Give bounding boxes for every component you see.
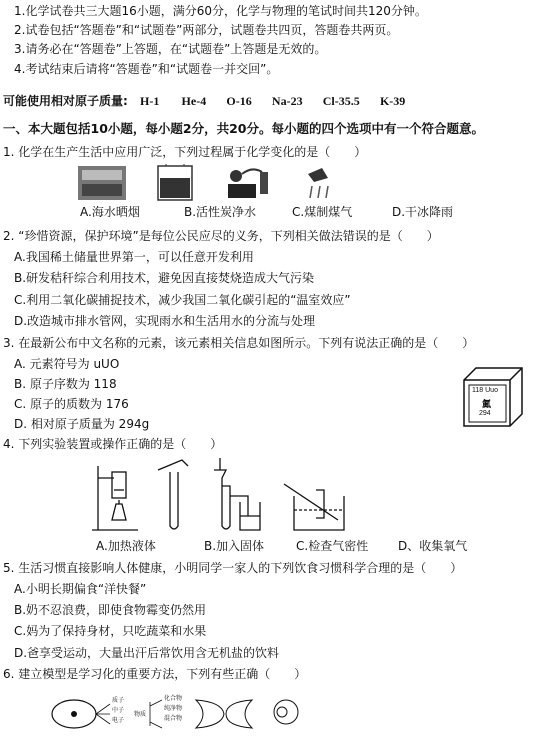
q3-option-b: B. 原子序数为 118 xyxy=(14,377,117,391)
q1-stem: 1. 化学在生产生活中应用广泛，下列过程属于化学变化的是（ ） xyxy=(3,145,367,159)
cube-number-symbol xyxy=(472,387,498,394)
q2-stem: 2. “珍惜资源，保护环境”是每位公民应尽的义务，下列相关做法错误的是（ ） xyxy=(3,229,439,243)
heating-liquid-apparatus xyxy=(92,466,138,530)
coal-gas-picture xyxy=(228,169,268,198)
note-2: 2.试卷包括“答题卷”和“试题卷”两部分，试题卷共四页，答题卷共两页。 xyxy=(14,23,399,37)
airtightness-apparatus xyxy=(214,458,260,530)
note-4: 4.考试结束后请将“答题卷”和“试题卷一并交回”。 xyxy=(14,62,279,76)
label-substance: 物质 xyxy=(134,711,147,718)
note-1: 1.化学试卷共三大题16小题，满分60分，化学与物理的笔试时间共120分钟。 xyxy=(14,4,427,18)
cube-symbol: Uuo xyxy=(485,387,498,394)
element-cube xyxy=(462,366,524,428)
label-compound: 化合物 xyxy=(164,695,183,702)
q1-option-a: A.海水晒烟 xyxy=(80,205,140,219)
q4-option-d: D、收集氧气 xyxy=(398,539,468,553)
cube-outline xyxy=(462,366,524,428)
q6-models xyxy=(50,692,310,738)
label-proton: 质子 xyxy=(112,697,125,704)
q2-option-c: C.利用二氧化碳捕捉技术，减少我国二氧化碳引起的“温室效应” xyxy=(14,293,351,307)
atomic-mass-label: 可能使用相对原子质量: xyxy=(3,94,128,108)
q4-option-a: A.加热液体 xyxy=(96,539,156,553)
q5-option-c: C.妈为了保持身材，只吃蔬菜和水果 xyxy=(14,624,207,638)
atomic-mass-row xyxy=(3,93,405,109)
q3-stem: 3. 在最新公布中文名称的元素，该元素相关信息如图所示。下列有说法正确的是（ ） xyxy=(3,336,475,350)
q1-option-c: C.煤制煤气 xyxy=(292,205,353,219)
mass-k: K-39 xyxy=(379,94,406,108)
q5-option-b: B.奶不忍浪费，即使食物霉变仍然用 xyxy=(14,603,207,617)
q3-option-c: C. 原子的质数为 176 xyxy=(14,397,129,411)
note-3: 3.请务必在“答题卷”上答题，在“试题卷”上答题是无效的。 xyxy=(14,42,327,56)
cube-atomic-number: 118 xyxy=(472,387,484,394)
classification-labels xyxy=(164,694,182,724)
q2-option-d: D.改造城市排水管网，实现雨水和生活用水的分流与处理 xyxy=(14,314,316,328)
adding-solid-apparatus xyxy=(158,460,188,529)
label-neutron: 中子 xyxy=(112,707,125,714)
mass-na: Na-23 xyxy=(271,94,303,108)
q4-option-b: B.加入固体 xyxy=(204,539,265,553)
q2-option-a: A.我国稀土储量世界第一，可以任意开发利用 xyxy=(14,250,254,264)
charcoal-filter-picture xyxy=(158,164,192,200)
q5-option-d: D.爸享受运动，大量出汗后常饮用含无机盐的饮料 xyxy=(14,646,280,660)
q4-option-c: C.检查气密性 xyxy=(296,539,369,553)
mass-he: He-4 xyxy=(181,94,207,108)
cube-element-name: 鿫 xyxy=(482,400,492,410)
cube-mass: 294 xyxy=(479,410,491,417)
q4-stem: 4. 下列实验装置或操作正确的是（ ） xyxy=(3,437,223,451)
mass-h: H-1 xyxy=(140,94,160,108)
q5-stem: 5. 生活习惯直接影响人体健康，小明同学一家人的下列饮食习惯科学合理的是（ ） xyxy=(3,561,463,575)
mass-o: O-16 xyxy=(226,94,252,108)
q3-option-a: A. 元素符号为 uUO xyxy=(14,357,120,371)
atom-labels xyxy=(112,696,124,726)
q5-option-a: A.小明长期偏食“洋快餐” xyxy=(14,582,147,596)
q4-apparatus xyxy=(88,456,508,536)
label-mixture: 混合物 xyxy=(164,715,183,722)
q1-option-d: D.干冰降雨 xyxy=(392,205,454,219)
sea-salt-picture xyxy=(78,166,126,200)
dry-ice-rain-picture xyxy=(308,168,328,198)
q2-option-b: B.研发秸秆综合利用技术，避免因直接焚烧造成大气污染 xyxy=(14,271,315,285)
collect-oxygen-apparatus xyxy=(284,484,344,530)
q3-option-d: D. 相对原子质量为 294g xyxy=(14,417,150,431)
mass-cl: Cl-35.5 xyxy=(322,94,360,108)
label-pure-substance: 纯净物 xyxy=(164,705,183,712)
q6-stem: 6. 建立模型是学习化的重要方法，下列有些正确（ ） xyxy=(3,667,307,681)
q1-pictures xyxy=(76,164,476,204)
label-electron: 电子 xyxy=(112,717,125,724)
section-one-heading: 一、本大题包括10小题，每小题2分，共20分。每小题的四个选项中有一个符合题意。 xyxy=(3,121,484,136)
q1-option-b: B.活性炭净水 xyxy=(184,205,257,219)
